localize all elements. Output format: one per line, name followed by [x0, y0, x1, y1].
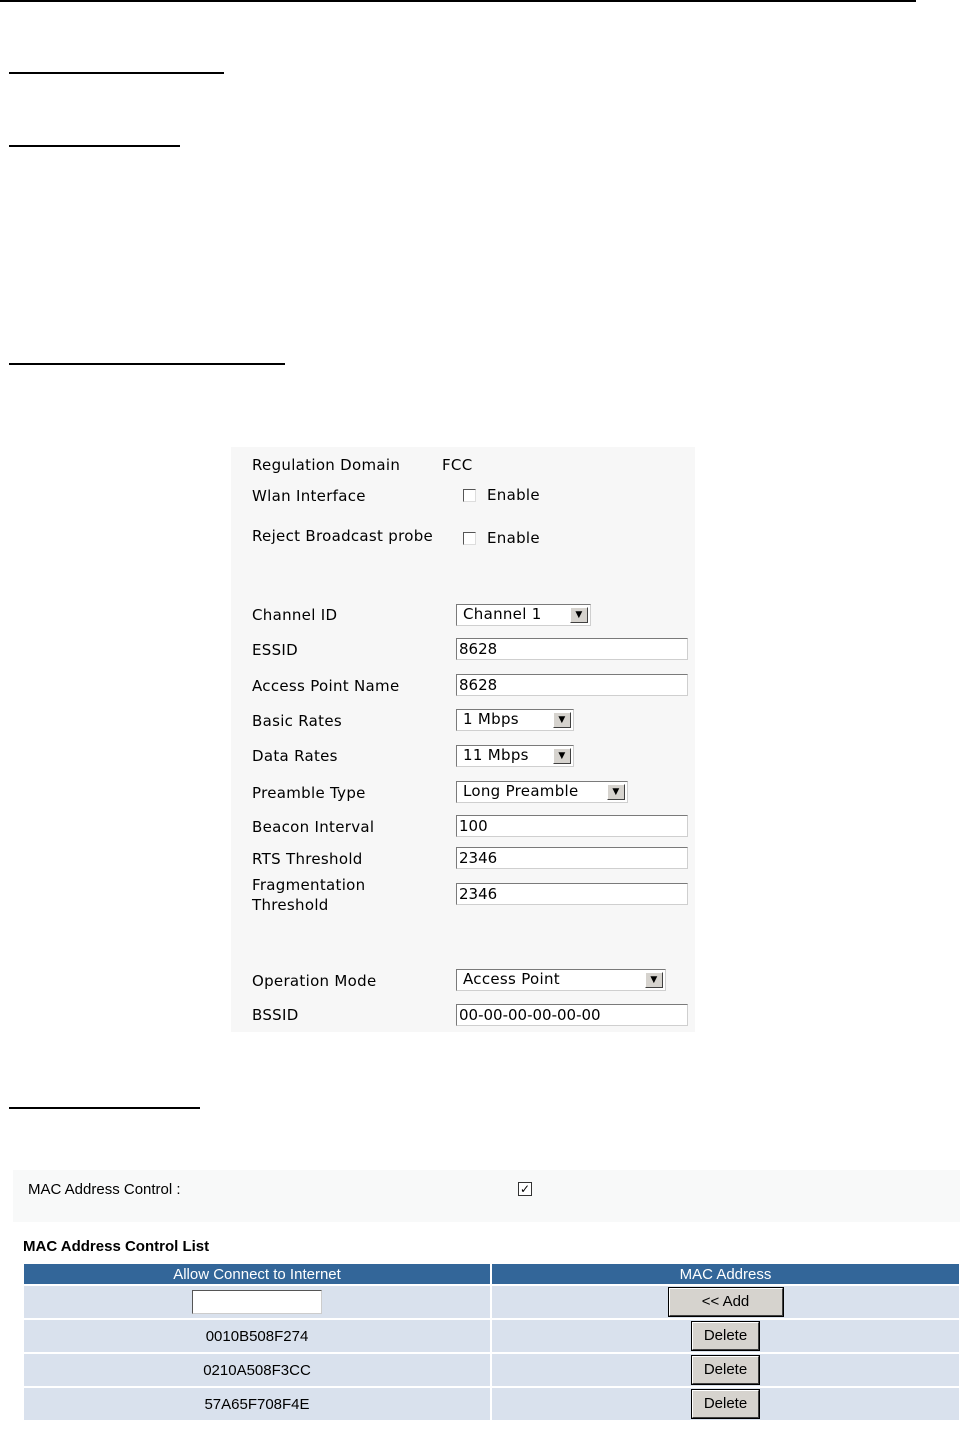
regulation-domain-value: FCC	[442, 456, 473, 474]
basic-rates-select[interactable]	[456, 709, 574, 731]
reject-broadcast-checkbox[interactable]	[463, 532, 476, 545]
fragmentation-threshold-input[interactable]: 2346	[456, 883, 688, 905]
section-heading-underline-4	[9, 1107, 200, 1109]
ap-name-input[interactable]: 8628	[456, 674, 688, 696]
col-mac-header: MAC Address	[492, 1264, 959, 1284]
page-top-rule	[0, 0, 916, 2]
section-heading-underline-3	[9, 363, 285, 365]
preamble-type-select[interactable]	[456, 781, 628, 803]
mac-address-cell: 0210A508F3CC	[24, 1354, 490, 1386]
data-rates-select[interactable]	[456, 745, 574, 767]
section-heading-underline-1	[9, 72, 224, 74]
mac-add-input[interactable]	[192, 1290, 322, 1314]
mac-address-table	[22, 1262, 961, 1422]
delete-cell	[492, 1320, 959, 1352]
basic-rates-selected: 1 Mbps	[463, 710, 519, 728]
chevron-down-icon[interactable]: ▼	[553, 712, 571, 728]
channel-id-selected: Channel 1	[463, 605, 542, 623]
chevron-down-icon[interactable]: ▼	[553, 748, 571, 764]
mac-control-checkbox[interactable]: ✓	[519, 1182, 531, 1196]
add-row	[24, 1286, 959, 1318]
operation-mode-label: Operation Mode	[252, 972, 377, 990]
table-row	[24, 1354, 959, 1386]
add-input-cell	[24, 1286, 490, 1318]
bssid-input[interactable]: 00-00-00-00-00-00	[456, 1004, 688, 1026]
operation-mode-select[interactable]	[456, 969, 666, 991]
rts-threshold-label: RTS Threshold	[252, 850, 363, 868]
preamble-type-label: Preamble Type	[252, 784, 366, 802]
chevron-down-icon[interactable]: ▼	[570, 607, 588, 623]
chevron-down-icon[interactable]: ▼	[645, 972, 663, 988]
reject-broadcast-label: Reject Broadcast probe	[252, 527, 434, 545]
fragmentation-label-line2: Threshold	[252, 896, 329, 914]
essid-label: ESSID	[252, 641, 298, 659]
beacon-interval-label: Beacon Interval	[252, 818, 375, 836]
delete-button[interactable]: Delete	[692, 1356, 759, 1384]
channel-id-select[interactable]	[456, 604, 591, 626]
fragmentation-label-line1: Fragmentation	[252, 876, 366, 894]
preamble-type-selected: Long Preamble	[463, 782, 579, 800]
rts-threshold-input[interactable]: 2346	[456, 847, 688, 869]
delete-button[interactable]: Delete	[692, 1390, 759, 1418]
mac-list-title: MAC Address Control List	[23, 1238, 210, 1255]
add-button[interactable]: << Add	[669, 1288, 783, 1316]
essid-input[interactable]: 8628	[456, 638, 688, 660]
mac-control-panel	[13, 1170, 960, 1222]
regulation-domain-label: Regulation Domain	[252, 456, 401, 474]
add-button-cell	[492, 1286, 959, 1318]
beacon-interval-input[interactable]: 100	[456, 815, 688, 837]
mac-address-cell: 57A65F708F4E	[24, 1388, 490, 1420]
wlan-interface-checkbox[interactable]	[463, 489, 476, 502]
reject-broadcast-enable-label: Enable	[487, 529, 540, 547]
mac-control-label: MAC Address Control :	[28, 1181, 181, 1198]
operation-mode-selected: Access Point	[463, 970, 560, 988]
data-rates-selected: 11 Mbps	[463, 746, 529, 764]
ap-name-label: Access Point Name	[252, 677, 400, 695]
table-row	[24, 1320, 959, 1352]
mac-address-cell: 0010B508F274	[24, 1320, 490, 1352]
delete-cell	[492, 1354, 959, 1386]
delete-cell	[492, 1388, 959, 1420]
data-rates-label: Data Rates	[252, 747, 338, 765]
delete-button[interactable]: Delete	[692, 1322, 759, 1350]
wlan-interface-label: Wlan Interface	[252, 487, 366, 505]
table-row	[24, 1388, 959, 1420]
col-allow-header: Allow Connect to Internet	[24, 1264, 490, 1284]
bssid-label: BSSID	[252, 1006, 299, 1024]
section-heading-underline-2	[9, 145, 180, 147]
wlan-interface-enable-label: Enable	[487, 486, 540, 504]
channel-id-label: Channel ID	[252, 606, 338, 624]
chevron-down-icon[interactable]: ▼	[607, 784, 625, 800]
table-header-row	[24, 1264, 959, 1284]
wireless-settings-panel	[231, 447, 695, 1032]
basic-rates-label: Basic Rates	[252, 712, 342, 730]
